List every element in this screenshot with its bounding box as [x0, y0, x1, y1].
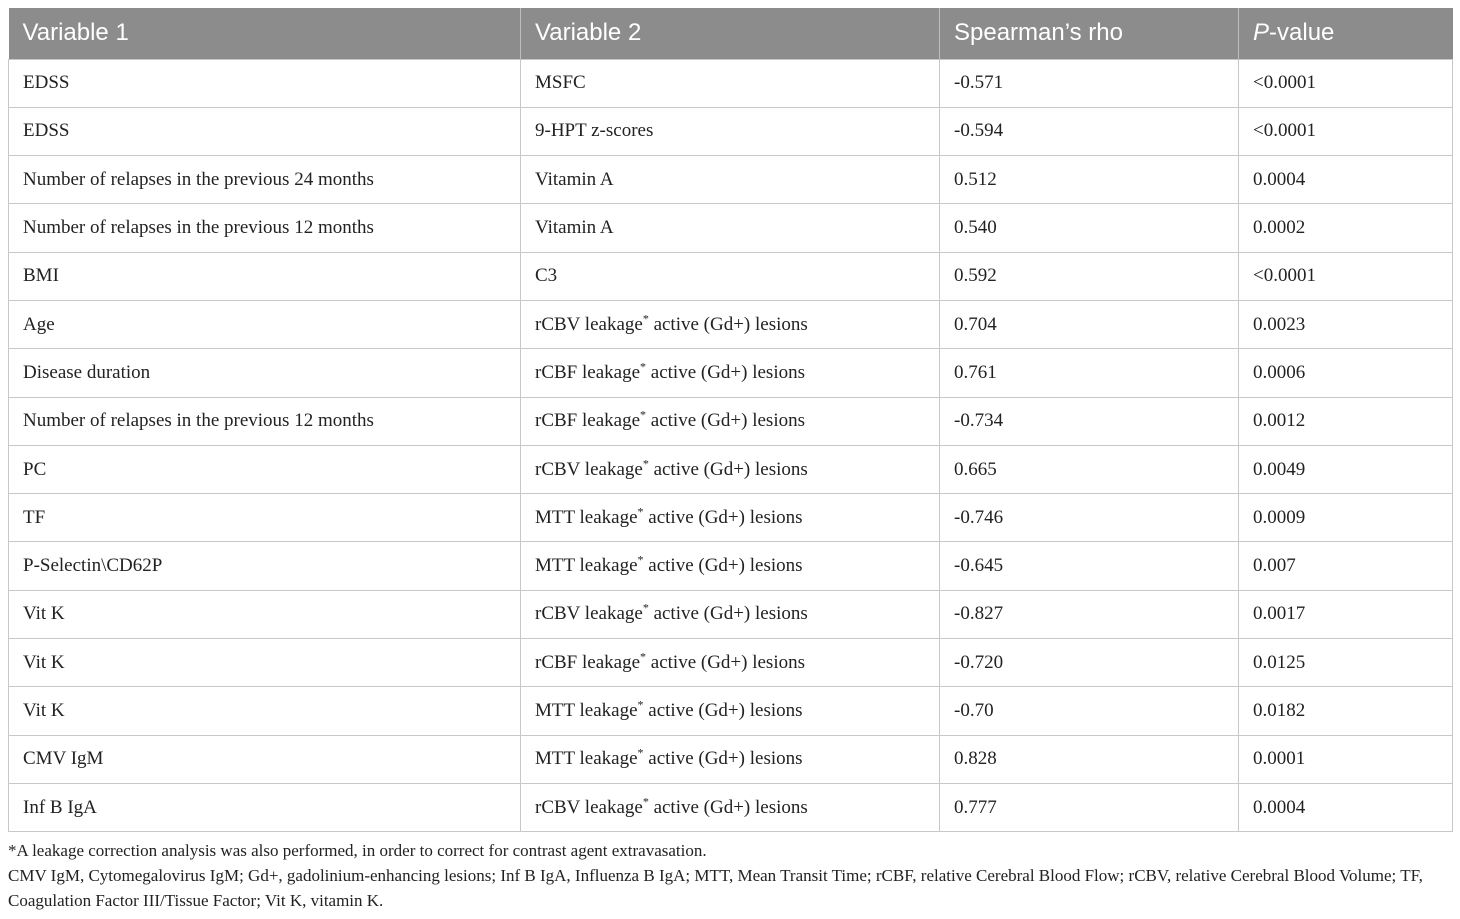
cell-spearmans-rho: -0.827: [940, 590, 1239, 638]
cell-variable-2: rCBV leakage* active (Gd+) lesions: [521, 300, 940, 348]
asterisk-mark: *: [642, 311, 649, 326]
asterisk-mark: *: [637, 745, 644, 760]
cell-variable-2: Vitamin A: [521, 204, 940, 252]
cell-variable-1: CMV IgM: [9, 735, 521, 783]
header-row: [9, 8, 1453, 59]
table-header: [9, 8, 1453, 59]
cell-variable-2: C3: [521, 252, 940, 300]
cell-variable-2: rCBF leakage* active (Gd+) lesions: [521, 349, 940, 397]
cell-spearmans-rho: -0.594: [940, 107, 1239, 155]
cell-p-value: 0.0125: [1239, 639, 1453, 687]
table-row: [9, 204, 1453, 252]
footnote-asterisk: *A leakage correction analysis was also performed, in order to correct for contrast agent extravasation.: [8, 841, 707, 860]
cell-variable-2: rCBF leakage* active (Gd+) lesions: [521, 397, 940, 445]
cell-spearmans-rho: 0.512: [940, 156, 1239, 204]
cell-variable-2: rCBV leakage* active (Gd+) lesions: [521, 783, 940, 831]
cell-variable-2: Vitamin A: [521, 156, 940, 204]
cell-variable-1: BMI: [9, 252, 521, 300]
table-row: [9, 107, 1453, 155]
cell-spearmans-rho: -0.645: [940, 542, 1239, 590]
header-p-suffix: -value: [1269, 19, 1335, 47]
cell-p-value: 0.007: [1239, 542, 1453, 590]
cell-variable-1: Vit K: [9, 639, 521, 687]
correlation-table: [8, 8, 1453, 832]
table-row: [9, 590, 1453, 638]
table-row: [9, 639, 1453, 687]
cell-spearmans-rho: -0.70: [940, 687, 1239, 735]
table-row: [9, 494, 1453, 542]
cell-variable-1: PC: [9, 445, 521, 493]
cell-p-value: 0.0023: [1239, 300, 1453, 348]
cell-variable-2: MTT leakage* active (Gd+) lesions: [521, 542, 940, 590]
table-footnotes: [8, 838, 1458, 913]
cell-p-value: 0.0002: [1239, 204, 1453, 252]
cell-spearmans-rho: 0.761: [940, 349, 1239, 397]
cell-variable-1: TF: [9, 494, 521, 542]
cell-variable-1: EDSS: [9, 59, 521, 107]
cell-variable-1: EDSS: [9, 107, 521, 155]
table-row: [9, 445, 1453, 493]
cell-variable-1: Number of relapses in the previous 12 months: [9, 397, 521, 445]
table-row: [9, 783, 1453, 831]
cell-spearmans-rho: -0.746: [940, 494, 1239, 542]
table-row: [9, 349, 1453, 397]
cell-p-value: 0.0004: [1239, 783, 1453, 831]
cell-variable-2: MTT leakage* active (Gd+) lesions: [521, 687, 940, 735]
cell-variable-1: Vit K: [9, 590, 521, 638]
cell-variable-2: MTT leakage* active (Gd+) lesions: [521, 494, 940, 542]
cell-spearmans-rho: -0.734: [940, 397, 1239, 445]
cell-variable-1: Inf B IgA: [9, 783, 521, 831]
cell-variable-2: rCBF leakage* active (Gd+) lesions: [521, 639, 940, 687]
cell-variable-2: MSFC: [521, 59, 940, 107]
asterisk-mark: *: [642, 601, 649, 616]
cell-spearmans-rho: 0.592: [940, 252, 1239, 300]
header-spearmans-rho: Spearman’s rho: [940, 8, 1239, 59]
asterisk-mark: *: [640, 359, 647, 374]
table-row: [9, 542, 1453, 590]
cell-p-value: 0.0017: [1239, 590, 1453, 638]
cell-spearmans-rho: -0.571: [940, 59, 1239, 107]
table-row: [9, 156, 1453, 204]
cell-spearmans-rho: 0.828: [940, 735, 1239, 783]
asterisk-mark: *: [640, 649, 647, 664]
cell-spearmans-rho: 0.777: [940, 783, 1239, 831]
cell-spearmans-rho: 0.540: [940, 204, 1239, 252]
cell-variable-2: rCBV leakage* active (Gd+) lesions: [521, 445, 940, 493]
cell-variable-2: rCBV leakage* active (Gd+) lesions: [521, 590, 940, 638]
asterisk-mark: *: [637, 552, 644, 567]
cell-p-value: 0.0182: [1239, 687, 1453, 735]
cell-p-value: 0.0012: [1239, 397, 1453, 445]
cell-variable-2: 9-HPT z-scores: [521, 107, 940, 155]
table-row: [9, 59, 1453, 107]
cell-variable-1: Vit K: [9, 687, 521, 735]
cell-p-value: <0.0001: [1239, 252, 1453, 300]
asterisk-mark: *: [642, 794, 649, 809]
cell-p-value: <0.0001: [1239, 59, 1453, 107]
cell-p-value: 0.0004: [1239, 156, 1453, 204]
cell-p-value: 0.0049: [1239, 445, 1453, 493]
cell-variable-1: Disease duration: [9, 349, 521, 397]
header-p-italic: P: [1253, 19, 1270, 47]
cell-variable-1: Age: [9, 300, 521, 348]
header-variable-2: Variable 2: [521, 8, 940, 59]
asterisk-mark: *: [637, 697, 644, 712]
cell-variable-1: Number of relapses in the previous 12 months: [9, 204, 521, 252]
header-p-value: [1239, 8, 1453, 59]
cell-variable-2: MTT leakage* active (Gd+) lesions: [521, 735, 940, 783]
cell-p-value: 0.0009: [1239, 494, 1453, 542]
asterisk-mark: *: [640, 407, 647, 422]
table-row: [9, 252, 1453, 300]
table-row: [9, 397, 1453, 445]
header-variable-1: Variable 1: [9, 8, 521, 59]
cell-spearmans-rho: 0.704: [940, 300, 1239, 348]
table-row: [9, 735, 1453, 783]
footnote-abbreviations: CMV IgM, Cytomegalovirus IgM; Gd+, gadolinium-enhancing lesions; Inf B IgA, Influenza B IgA; MTT, Mean Transit Time; rCBF, relative Cerebral Blood Flow; rCBV, relative Cerebral Blood Volume; TF, Coagulation Factor III/Tissue Factor; Vit K, vitamin K.: [8, 866, 1423, 910]
cell-variable-1: P-Selectin\CD62P: [9, 542, 521, 590]
table-row: [9, 687, 1453, 735]
cell-p-value: 0.0001: [1239, 735, 1453, 783]
table-body: [9, 59, 1453, 832]
cell-variable-1: Number of relapses in the previous 24 months: [9, 156, 521, 204]
cell-p-value: 0.0006: [1239, 349, 1453, 397]
asterisk-mark: *: [637, 504, 644, 519]
cell-p-value: <0.0001: [1239, 107, 1453, 155]
cell-spearmans-rho: 0.665: [940, 445, 1239, 493]
cell-spearmans-rho: -0.720: [940, 639, 1239, 687]
asterisk-mark: *: [642, 456, 649, 471]
correlation-table-container: [8, 8, 1452, 832]
table-row: [9, 300, 1453, 348]
